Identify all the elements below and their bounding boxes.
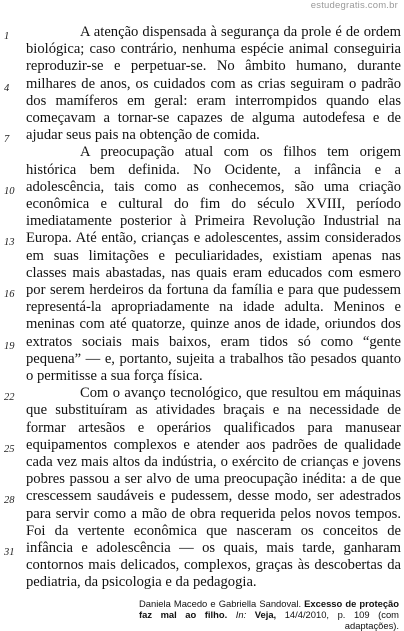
text-line: A preocupação atual com os filhos tem origem: [80, 144, 401, 161]
text-line: dos mamíferos em geral: eram interrompidos quando elas: [26, 92, 401, 109]
text-line: biológica; caso contrário, nenhuma espécie animal conseguiria: [26, 41, 401, 58]
text-line: ajudar seus pais na obtenção de comida.: [26, 127, 260, 144]
text-line: em suas limitações e peculiaridades, existiam apenas nas: [26, 247, 401, 264]
line-number: 19: [4, 340, 15, 352]
line-number: 7: [4, 134, 10, 146]
text-line: Com o avanço tecnológico, que resultou em máquinas: [80, 385, 401, 402]
text-line: A atenção dispensada à segurança da prole é de ordem: [80, 24, 401, 40]
text-line: Europa. Até então, crianças e adolescentes, assim considerados: [26, 230, 401, 247]
source-title: Excesso de proteção faz mal ao filho.: [139, 597, 399, 620]
text-line: cada vez mais altos da indústria, o exército de crianças e jovens: [26, 454, 401, 470]
watermark: estudegratis.com.br: [310, 0, 398, 11]
text-line: econômica e cultural do fim do século XVIII, período: [26, 196, 401, 212]
text-line: que substituíram as atividades braçais e na necessidade de: [26, 402, 401, 419]
text-line: o permitisse a sua força física.: [26, 368, 203, 384]
line-number: 4: [4, 82, 10, 94]
text-line: formar artesãos e operários qualificados para manusear: [26, 419, 401, 436]
line-number: 25: [4, 443, 15, 455]
text-line: crescessem saudáveis e pudessem, desse modo, ser adestrados: [26, 488, 401, 505]
text-line: milhares de anos, os cuidados com as crias seguiram o padrão: [26, 75, 401, 92]
text-line: infância e adolescência — os quais, mais tarde, ganharam: [26, 540, 401, 556]
text-line: classes mais abastadas, nas quais eram educados com esmero: [26, 264, 401, 281]
text-line: começavam a tornar-se capazes de alguma autodefesa e de: [26, 110, 401, 126]
line-number: 1: [4, 31, 10, 42]
source-authors: Daniela Macedo e Gabriella Sandoval.: [139, 597, 302, 609]
line-number: 10: [4, 185, 15, 197]
text-line: extratos sociais mais baixos, eram tidos só como “gente: [26, 333, 401, 350]
line-number: 16: [4, 289, 15, 300]
source-citation: [139, 598, 399, 631]
text-line: para servir como a mão de obra requerida pelos novos tempos.: [26, 505, 401, 522]
text-line: contornos mais delicados, complexos, graças às descobertas da: [26, 557, 401, 574]
text-line: pequena” — e, portanto, sujeita a trabalhos tão pesados quanto: [26, 350, 401, 367]
text-line: histórica bem definida. No Ocidente, a infância e a: [26, 161, 401, 178]
text-line: imediatamente posterior à Primeira Revolução Industrial na: [26, 213, 401, 230]
line-number: 31: [4, 547, 15, 558]
text-line: adolescência, tais como as conhecemos, são uma criação: [26, 178, 401, 195]
text-line: Foi da vertente econômica que nasceram os conceitos de: [26, 522, 401, 539]
source-in-label: In:: [235, 608, 247, 620]
text-line: pediatria, da psicologia e da pedagogia.: [26, 574, 257, 591]
text-line: reproduzir-se e perpetuar-se. No âmbito humano, durante: [26, 58, 401, 75]
text-line: por serem herdeiros da fortuna da família e para que pudessem: [26, 282, 401, 298]
text-line: representá-la apropriadamente na idade adulta. Meninos e: [26, 299, 401, 316]
text-line: pobres passou a ser alvo de uma preocupação inédita: a de que: [26, 471, 401, 488]
text-line: equipamentos complexos e atender aos padrões de qualidade: [26, 436, 401, 453]
line-number: 22: [4, 392, 15, 404]
line-number: 28: [4, 495, 15, 507]
text-line: meninas com até quatorze, quinze anos de idade, oriundos dos: [26, 316, 401, 333]
line-number: 13: [4, 237, 15, 249]
source-details: 14/4/2010, p. 109 (com adaptações).: [284, 608, 399, 631]
source-publication: Veja,: [254, 608, 277, 620]
